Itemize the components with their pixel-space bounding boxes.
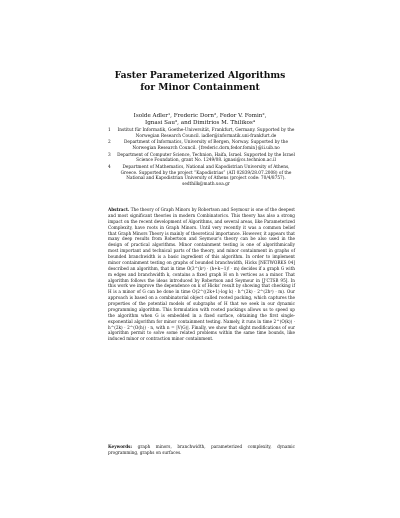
paper-title: [0, 70, 400, 93]
keywords-block: [108, 444, 295, 456]
keywords-label: Keywords:: [108, 444, 133, 449]
affiliation-number: 3: [108, 152, 111, 158]
title-line-2: for Minor Containment: [140, 81, 260, 93]
abstract-label: Abstract.: [108, 207, 130, 212]
affiliation-item: [108, 165, 298, 187]
title-line-1: Faster Parameterized Algorithms: [114, 70, 286, 81]
keywords-text: graph minors, branchwidth, parameterized complexity, dynamic programming, graphs on surfaces.: [108, 444, 295, 455]
author-list: [0, 113, 400, 127]
affiliation-number: 1: [108, 128, 111, 133]
affiliation-text: Department of Computer Science, Technion, Haifa, Israel. Supported by the Israel Science Foundation, grant No. 1249/08. ignasi@cs.technion.ac.il: [117, 152, 295, 164]
abstract-text: The theory of Graph Minors by Robertson and Seymour is one of the deepest and most significant theories in modern Combinatorics. This theory has also a strong impact on the recent development of Algorithms, and several areas, like Parameterized Complexity, have roots in Graph Minors. Until very recently it was a common belief that Graph Minors Theory is mainly of theoretical importance. However, it appears that many deep results from Robertson and Seymour’s theory can be also used in the design of practical algorithms. Minor containment testing is one of algorithmically most important and technical parts of the theory, and minor containment in graphs of bounded branchwidth is a basic ingredient of this algorithm. In order to implement minor containment testing on graphs of bounded branchwidth, Hicks [NETWORKS 04] described an algorithm, that in time O(3^(k²) · (h+k−1)! · m) decides if a graph G with m edges and branchwidth k, contains a fixed graph H on h vertices as a minor. That algorithm follows the ideas introduced by Robertson and Seymour in [J’CTSB 95]. In this work we improve the dependence on k of Hicks’ result by showing that checking if H is a minor of G can be done in time O(2^((2k+1)·log k) · h^(2k) · 2^(2h²) · m). Our approach is based on a combinatorial object called rooted packing, which captures the properties of the potential models of subgraphs of H that we seek in our dynamic programming algorithm. This formulation with rooted packings allows us to speed up the algorithm when G is embedded in a fixed surface, obtaining the first single-exponential algorithm for minor containment testing. Namely, it runs in time 2^(O(k)) · h^(2k) · 2^(O(h)) · n, with n = |V(G)|. Finally, we show that slight modifications of our algorithm permit to solve some related problems within the same time bounds, like induced minor or contraction minor containment.: [108, 207, 295, 342]
authors-line-1: Isolde Adler¹, Frederic Dorn², Fedor V. Fomin²,: [133, 113, 267, 119]
affiliation-list: [108, 128, 298, 189]
affiliation-item: [108, 153, 298, 164]
affiliation-number: 4: [108, 165, 111, 171]
affiliation-item: [108, 128, 298, 139]
affiliation-text: Department of Mathematics, National and Kapodistrian University of Athens, Greece. Supported by the project “Kapodistrias” (ΑΠ 02839/28.07.2008) of the National and Kapodistrian University of Athens (project code: 70/4/8757). sedthilk@math.uoa.gr: [120, 165, 292, 187]
abstract-block: [108, 207, 295, 342]
affiliation-text: Department of Informatics, University of Bergen, Norway. Supported by the Norwegian Research Council. {frederic.dorn,fedor.fomin}@ii.uib.no: [123, 140, 289, 151]
authors-line-2: Ignasi Sau³, and Dimitrios M. Thilikos⁴: [145, 120, 255, 126]
affiliation-number: 2: [108, 140, 111, 146]
affiliation-item: [108, 140, 298, 151]
affiliation-text: Institut für Informatik, Goethe-Universität, Frankfurt, Germany. Supported by the Norwegian Research Council. iadler@informatik.uni-frankfurt.de: [117, 128, 295, 139]
